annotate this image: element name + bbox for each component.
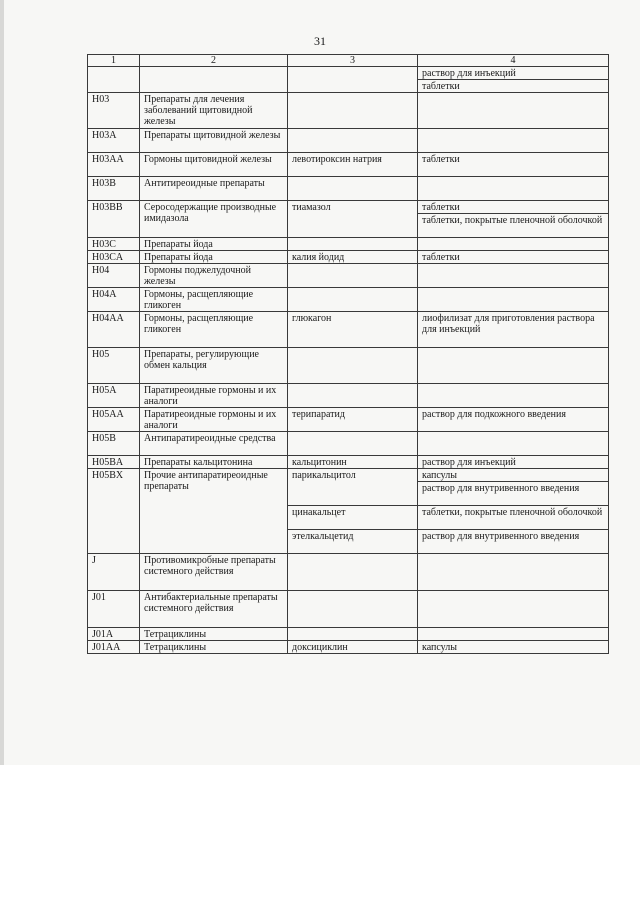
group-name-cell: Антипаратиреоидные средства: [140, 432, 288, 456]
drug-name-cell: цинакальцет: [288, 506, 418, 530]
dosage-form-cell: [418, 264, 609, 288]
drug-name-cell: [288, 348, 418, 384]
page-edge-shadow: [0, 0, 4, 765]
dosage-form-cell: [418, 177, 609, 201]
dosage-form-cell: раствор для внутривенного введения: [418, 530, 609, 554]
dosage-form-cell: таблетки, покрытые пленочной оболочкой: [418, 214, 609, 238]
dosage-form-cell: [418, 628, 609, 641]
column-header: 3: [288, 55, 418, 67]
column-header: 4: [418, 55, 609, 67]
table-row: [88, 153, 609, 177]
table-row: [88, 384, 609, 408]
table-row: [88, 312, 609, 348]
dosage-form-cell: лиофилизат для приготовления раствора для инъекций: [418, 312, 609, 348]
atc-code-cell: J01AA: [88, 641, 140, 654]
table-row: [88, 129, 609, 153]
atc-code-cell: H05: [88, 348, 140, 384]
table-row: [88, 408, 609, 432]
dosage-form-cell: таблетки: [418, 80, 609, 93]
table-row: [88, 264, 609, 288]
drug-name-cell: тиамазол: [288, 201, 418, 238]
table-header-row: [88, 55, 609, 67]
group-name-cell: Противомикробные препараты системного действия: [140, 554, 288, 591]
table-row: [88, 628, 609, 641]
dosage-form-cell: [418, 348, 609, 384]
atc-code-cell: H05BA: [88, 456, 140, 469]
atc-code-cell: H03AA: [88, 153, 140, 177]
drug-name-cell: [288, 288, 418, 312]
dosage-form-cell: [418, 591, 609, 628]
drug-name-cell: [288, 177, 418, 201]
dosage-form-cell: [418, 432, 609, 456]
drug-name-cell: [288, 591, 418, 628]
table-row: [88, 641, 609, 654]
atc-code-cell: H03C: [88, 238, 140, 251]
dosage-form-cell: [418, 288, 609, 312]
table-row: [88, 93, 609, 129]
dosage-form-cell: [418, 93, 609, 129]
group-name-cell: Препараты, регулирующие обмен кальция: [140, 348, 288, 384]
dosage-form-cell: [418, 129, 609, 153]
drug-name-cell: [288, 238, 418, 251]
group-name-cell: Гормоны поджелудочной железы: [140, 264, 288, 288]
drug-name-cell: [288, 67, 418, 93]
drug-name-cell: парикальцитол: [288, 469, 418, 506]
drug-name-cell: доксициклин: [288, 641, 418, 654]
table-row: [88, 177, 609, 201]
drug-name-cell: [288, 554, 418, 591]
table-row: [88, 432, 609, 456]
atc-code-cell: H04: [88, 264, 140, 288]
dosage-form-cell: раствор для подкожного введения: [418, 408, 609, 432]
dosage-form-cell: [418, 238, 609, 251]
drug-name-cell: [288, 129, 418, 153]
dosage-form-cell: раствор для внутривенного введения: [418, 482, 609, 506]
atc-code-cell: H05B: [88, 432, 140, 456]
drug-name-cell: кальцитонин: [288, 456, 418, 469]
table-row: [88, 251, 609, 264]
atc-code-cell: H05BX: [88, 469, 140, 554]
table-row: [88, 238, 609, 251]
dosage-form-cell: таблетки: [418, 251, 609, 264]
group-name-cell: [140, 67, 288, 93]
group-name-cell: Прочие антипаратиреоидные препараты: [140, 469, 288, 554]
drug-name-cell: [288, 628, 418, 641]
group-name-cell: Тетрациклины: [140, 628, 288, 641]
group-name-cell: Препараты для лечения заболеваний щитовидной железы: [140, 93, 288, 129]
table-row: [88, 456, 609, 469]
group-name-cell: Антитиреоидные препараты: [140, 177, 288, 201]
drug-name-cell: терипаратид: [288, 408, 418, 432]
group-name-cell: Гормоны щитовидной железы: [140, 153, 288, 177]
atc-code-cell: H03: [88, 93, 140, 129]
dosage-form-cell: [418, 554, 609, 591]
atc-code-cell: H04A: [88, 288, 140, 312]
atc-code-cell: H04AA: [88, 312, 140, 348]
atc-code-cell: J: [88, 554, 140, 591]
atc-code-cell: J01: [88, 591, 140, 628]
group-name-cell: Препараты йода: [140, 251, 288, 264]
atc-code-cell: H03BB: [88, 201, 140, 238]
group-name-cell: Тетрациклины: [140, 641, 288, 654]
atc-code-cell: H03CA: [88, 251, 140, 264]
drug-table: [87, 54, 609, 654]
column-header: 1: [88, 55, 140, 67]
drug-name-cell: [288, 264, 418, 288]
drug-name-cell: глюкагон: [288, 312, 418, 348]
group-name-cell: Гормоны, расщепляющие гликоген: [140, 288, 288, 312]
group-name-cell: Препараты щитовидной железы: [140, 129, 288, 153]
group-name-cell: Гормоны, расщепляющие гликоген: [140, 312, 288, 348]
drug-name-cell: этелкальцетид: [288, 530, 418, 554]
dosage-form-cell: таблетки, покрытые пленочной оболочкой: [418, 506, 609, 530]
group-name-cell: Препараты йода: [140, 238, 288, 251]
atc-code-cell: H05AA: [88, 408, 140, 432]
dosage-form-cell: раствор для инъекций: [418, 456, 609, 469]
table-row: [88, 554, 609, 591]
drug-name-cell: [288, 93, 418, 129]
atc-code-cell: H05A: [88, 384, 140, 408]
atc-code-cell: H03B: [88, 177, 140, 201]
atc-code-cell: [88, 67, 140, 93]
table-row: [88, 591, 609, 628]
drug-name-cell: [288, 432, 418, 456]
drug-name-cell: калия йодид: [288, 251, 418, 264]
atc-code-cell: J01A: [88, 628, 140, 641]
dosage-form-cell: [418, 384, 609, 408]
group-name-cell: Серосодержащие производные имидазола: [140, 201, 288, 238]
atc-code-cell: H03A: [88, 129, 140, 153]
group-name-cell: Паратиреоидные гормоны и их аналоги: [140, 384, 288, 408]
page-number: 31: [314, 34, 326, 48]
table-row: [88, 288, 609, 312]
table-row: [88, 348, 609, 384]
drug-name-cell: [288, 384, 418, 408]
table-row: [88, 67, 609, 80]
group-name-cell: Антибактериальные препараты системного действия: [140, 591, 288, 628]
table-row: [88, 201, 609, 214]
column-header: 2: [140, 55, 288, 67]
dosage-form-cell: таблетки: [418, 153, 609, 177]
group-name-cell: Паратиреоидные гормоны и их аналоги: [140, 408, 288, 432]
table-row: [88, 469, 609, 482]
dosage-form-cell: таблетки: [418, 201, 609, 214]
group-name-cell: Препараты кальцитонина: [140, 456, 288, 469]
dosage-form-cell: капсулы: [418, 641, 609, 654]
dosage-form-cell: раствор для инъекций: [418, 67, 609, 80]
dosage-form-cell: капсулы: [418, 469, 609, 482]
drug-name-cell: левотироксин натрия: [288, 153, 418, 177]
